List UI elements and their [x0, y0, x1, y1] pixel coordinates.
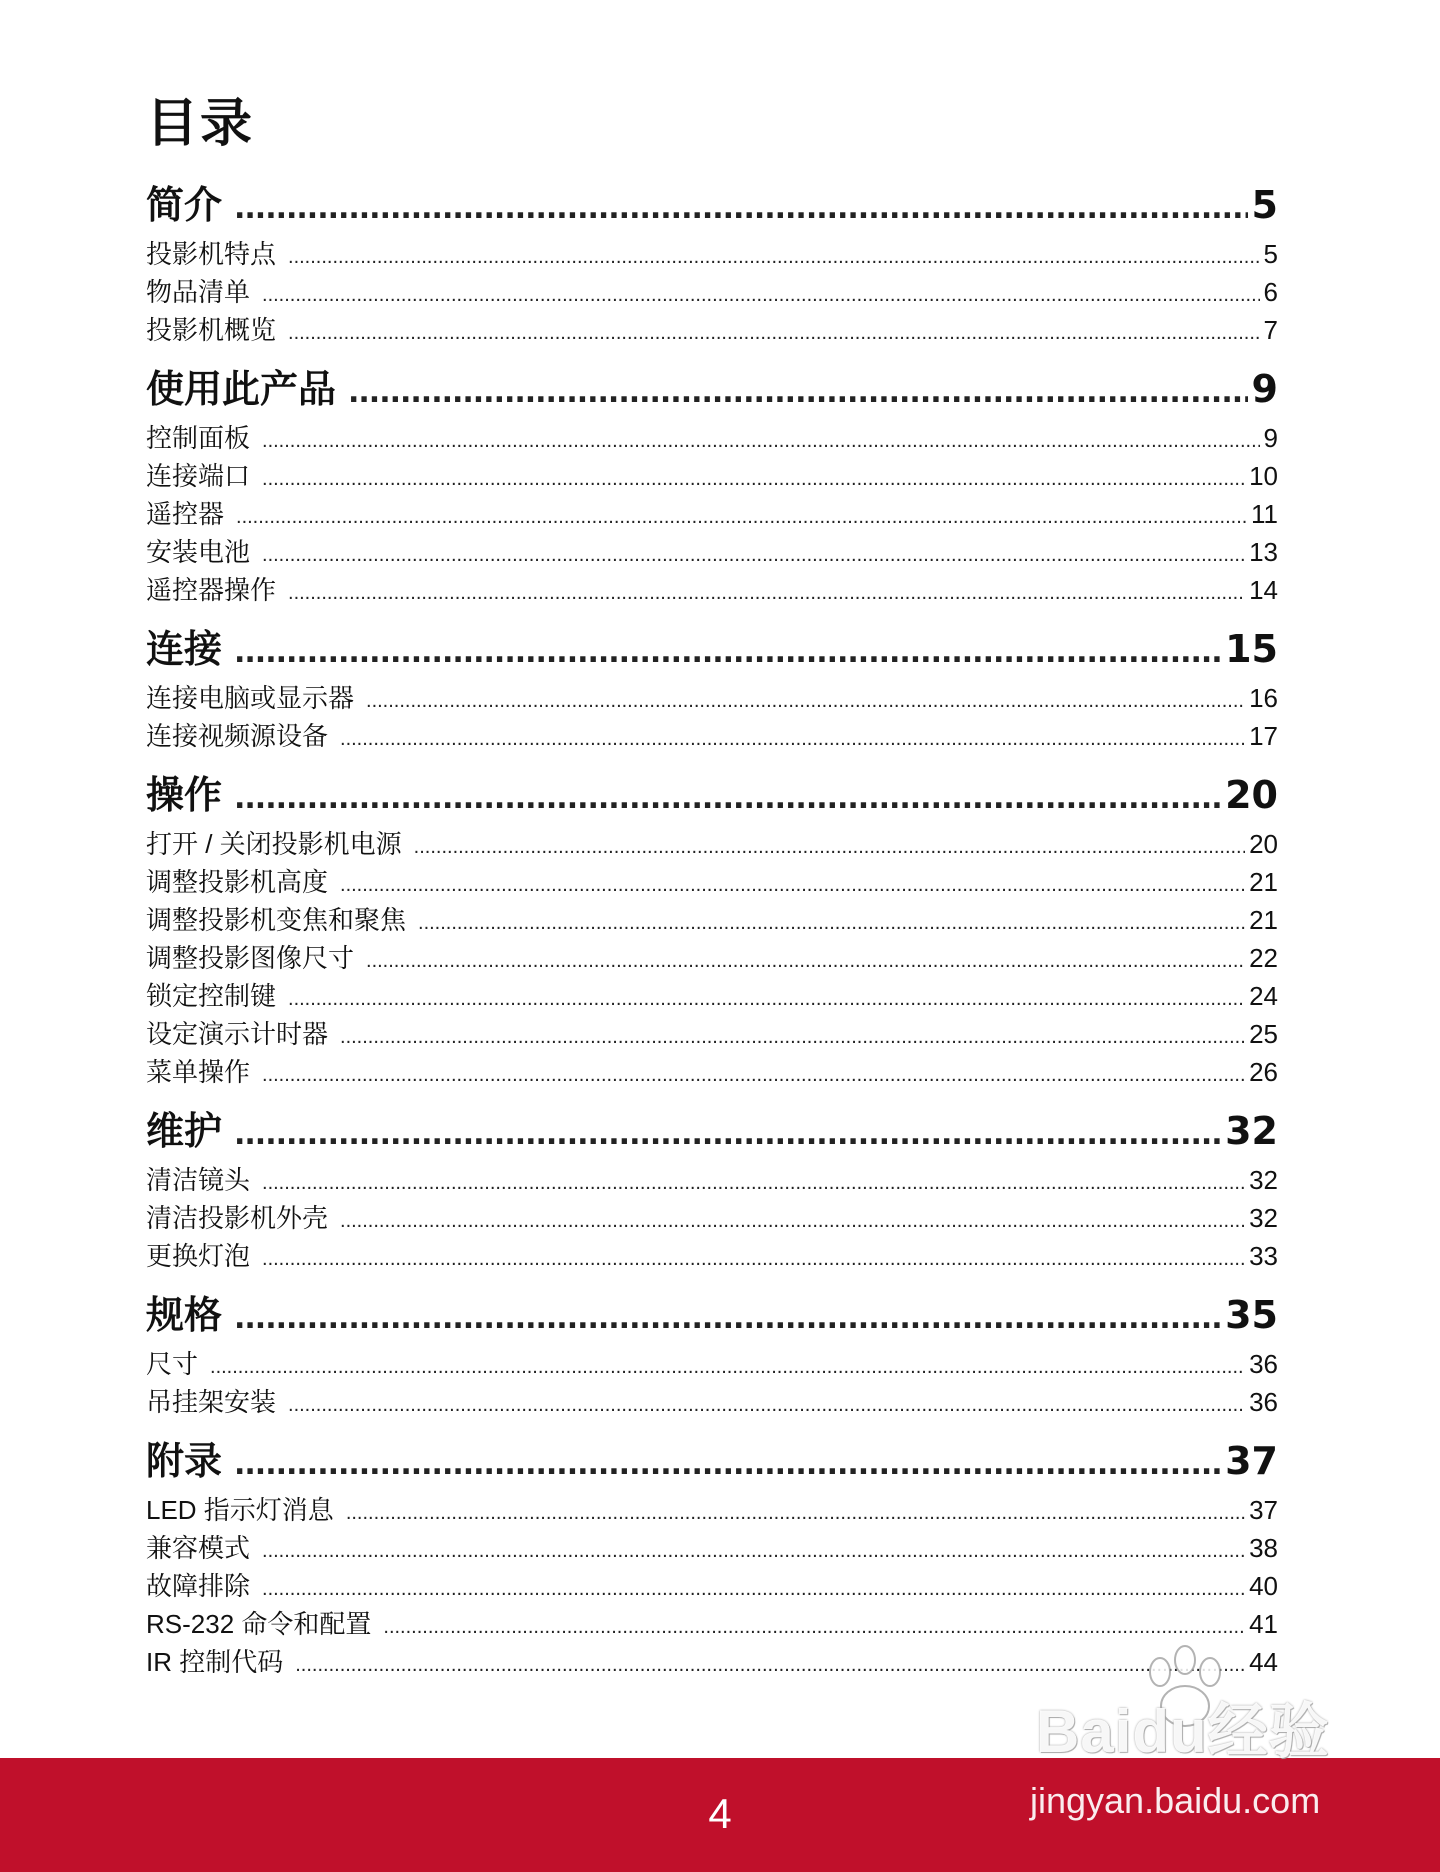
toc-item-row[interactable]	[146, 900, 1278, 938]
toc-leader-dots	[288, 1394, 1245, 1417]
toc-section-page: 32	[1225, 1109, 1278, 1153]
toc-leader-dots	[210, 1356, 1245, 1379]
toc-item-page: 13	[1249, 537, 1278, 567]
toc-item-row[interactable]	[146, 570, 1278, 608]
toc-leader-dots	[262, 1248, 1245, 1271]
toc-item-row[interactable]	[146, 1014, 1278, 1052]
toc-item-page: 33	[1249, 1241, 1278, 1271]
toc-section-row[interactable]	[146, 1284, 1278, 1344]
toc-item-title: 设定演示计时器	[146, 1019, 329, 1049]
toc-item-row[interactable]	[146, 310, 1278, 348]
toc-item-row[interactable]	[146, 272, 1278, 310]
toc-section-title: 连接	[146, 627, 223, 671]
toc-section-page: 5	[1251, 183, 1278, 227]
toc-item-page: 36	[1249, 1387, 1278, 1417]
toc-item-page: 20	[1249, 829, 1278, 859]
toc-leader-dots	[262, 1578, 1245, 1601]
toc-leader-dots	[236, 506, 1247, 529]
toc-leader-dots	[234, 191, 1248, 226]
toc-section-title: 简介	[146, 183, 223, 227]
toc-item-row[interactable]	[146, 494, 1278, 532]
toc-item-title: RS-232 命令和配置	[146, 1609, 372, 1639]
toc-section-page: 9	[1251, 367, 1278, 411]
toc-section-row[interactable]	[146, 1430, 1278, 1490]
toc-item-title: 投影机特点	[146, 239, 277, 269]
toc-item-page: 38	[1249, 1533, 1278, 1563]
toc-item-row[interactable]	[146, 976, 1278, 1014]
toc-leader-dots	[262, 1064, 1245, 1087]
toc-item-row[interactable]	[146, 716, 1278, 754]
toc-leader-dots	[288, 988, 1245, 1011]
toc-item-title: 控制面板	[146, 423, 251, 453]
toc-section-title: 操作	[146, 773, 223, 817]
toc-leader-dots	[366, 690, 1245, 713]
toc-leader-dots	[234, 1447, 1221, 1482]
toc-item-page: 25	[1249, 1019, 1278, 1049]
toc-item-page: 24	[1249, 981, 1278, 1011]
toc-item-row[interactable]	[146, 1198, 1278, 1236]
toc-item-title: 连接电脑或显示器	[146, 683, 355, 713]
toc-item-title: LED 指示灯消息	[146, 1495, 334, 1525]
toc-item-page: 11	[1251, 499, 1278, 529]
toc-item-page: 21	[1249, 905, 1278, 935]
toc-item-row[interactable]	[146, 532, 1278, 570]
toc-item-row[interactable]	[146, 1566, 1278, 1604]
toc-item-row[interactable]	[146, 1236, 1278, 1274]
toc-leader-dots	[346, 1502, 1245, 1525]
toc-section-page: 37	[1225, 1439, 1278, 1483]
toc-section-row[interactable]	[146, 618, 1278, 678]
toc-leader-dots	[288, 582, 1245, 605]
toc-item-title: 尺寸	[146, 1349, 199, 1379]
toc-item-row[interactable]	[146, 938, 1278, 976]
toc-section-row[interactable]	[146, 1100, 1278, 1160]
table-of-contents	[146, 174, 1278, 1680]
toc-item-page: 41	[1249, 1609, 1278, 1639]
toc-item-page: 16	[1249, 683, 1278, 713]
toc-item-title: 连接视频源设备	[146, 721, 329, 751]
toc-leader-dots	[340, 1210, 1245, 1233]
page-number: 4	[708, 1790, 732, 1837]
toc-section-page: 20	[1225, 773, 1278, 817]
toc-leader-dots	[348, 375, 1248, 410]
toc-item-row[interactable]	[146, 678, 1278, 716]
toc-item-page: 40	[1249, 1571, 1278, 1601]
toc-section-page: 15	[1225, 627, 1278, 671]
toc-item-title: 调整投影机变焦和聚焦	[146, 905, 407, 935]
toc-item-title: 调整投影机高度	[146, 867, 329, 897]
toc-section-title: 使用此产品	[146, 367, 337, 411]
toc-leader-dots	[414, 836, 1245, 859]
toc-item-page: 32	[1249, 1165, 1278, 1195]
page-title: 目录	[146, 94, 255, 154]
toc-item-title: 投影机概览	[146, 315, 277, 345]
toc-leader-dots	[288, 246, 1260, 269]
toc-item-title: 吊挂架安装	[146, 1387, 277, 1417]
toc-item-page: 44	[1249, 1647, 1278, 1677]
toc-section-row[interactable]	[146, 174, 1278, 234]
toc-leader-dots	[262, 1172, 1245, 1195]
toc-item-title: 物品清单	[146, 277, 251, 307]
toc-leader-dots	[234, 781, 1221, 816]
toc-item-page: 36	[1249, 1349, 1278, 1379]
toc-leader-dots	[262, 430, 1260, 453]
toc-leader-dots	[262, 1540, 1245, 1563]
toc-item-title: 故障排除	[146, 1571, 251, 1601]
toc-item-page: 22	[1249, 943, 1278, 973]
toc-item-title: 清洁镜头	[146, 1165, 251, 1195]
toc-item-row[interactable]	[146, 456, 1278, 494]
toc-item-page: 6	[1263, 277, 1278, 307]
toc-item-page: 7	[1263, 315, 1278, 345]
toc-section-page: 35	[1225, 1293, 1278, 1337]
toc-leader-dots	[340, 728, 1245, 751]
toc-item-page: 21	[1249, 867, 1278, 897]
toc-item-row[interactable]	[146, 234, 1278, 272]
toc-section-title: 维护	[146, 1109, 223, 1153]
toc-item-title: 安装电池	[146, 537, 251, 567]
toc-item-page: 26	[1249, 1057, 1278, 1087]
toc-leader-dots	[288, 322, 1260, 345]
toc-item-row[interactable]	[146, 1160, 1278, 1198]
toc-item-title: IR 控制代码	[146, 1647, 284, 1677]
watermark-url: jingyan.baidu.com	[1030, 1780, 1321, 1821]
toc-item-page: 9	[1263, 423, 1278, 453]
toc-item-page: 37	[1249, 1495, 1278, 1525]
toc-item-title: 调整投影图像尺寸	[146, 943, 355, 973]
toc-leader-dots	[262, 468, 1245, 491]
toc-leader-dots	[262, 284, 1260, 307]
toc-item-page: 32	[1249, 1203, 1278, 1233]
toc-section-row[interactable]	[146, 764, 1278, 824]
toc-leader-dots	[366, 950, 1245, 973]
toc-leader-dots	[234, 1117, 1221, 1152]
toc-item-page: 5	[1263, 239, 1278, 269]
toc-item-row[interactable]	[146, 1528, 1278, 1566]
toc-item-title: 清洁投影机外壳	[146, 1203, 329, 1233]
toc-item-title: 更换灯泡	[146, 1241, 251, 1271]
toc-section-title: 附录	[146, 1439, 223, 1483]
toc-section-row[interactable]	[146, 358, 1278, 418]
toc-item-page: 10	[1249, 461, 1278, 491]
toc-leader-dots	[262, 544, 1245, 567]
toc-item-title: 打开 / 关闭投影机电源	[146, 829, 402, 859]
toc-leader-dots	[383, 1616, 1245, 1639]
toc-item-page: 14	[1249, 575, 1278, 605]
toc-item-title: 兼容模式	[146, 1533, 251, 1563]
baidu-watermark	[1020, 1640, 1380, 1840]
toc-item-title: 锁定控制键	[146, 981, 277, 1011]
toc-item-row[interactable]	[146, 862, 1278, 900]
toc-section-title: 规格	[146, 1293, 223, 1337]
watermark-logo: Baidu经验	[1036, 1698, 1330, 1765]
toc-item-row[interactable]	[146, 418, 1278, 456]
toc-item-row[interactable]	[146, 1052, 1278, 1090]
toc-item-row[interactable]	[146, 1382, 1278, 1420]
toc-leader-dots	[418, 912, 1245, 935]
toc-item-title: 遥控器操作	[146, 575, 277, 605]
toc-item-title: 连接端口	[146, 461, 251, 491]
toc-leader-dots	[234, 1301, 1221, 1336]
toc-item-page: 17	[1249, 721, 1278, 751]
toc-item-title: 遥控器	[146, 499, 225, 529]
toc-item-row[interactable]	[146, 1344, 1278, 1382]
toc-item-row[interactable]	[146, 1490, 1278, 1528]
toc-leader-dots	[340, 874, 1245, 897]
toc-leader-dots	[340, 1026, 1245, 1049]
toc-item-row[interactable]	[146, 1604, 1278, 1642]
toc-item-title: 菜单操作	[146, 1057, 251, 1087]
toc-item-row[interactable]	[146, 824, 1278, 862]
toc-leader-dots	[234, 635, 1221, 670]
